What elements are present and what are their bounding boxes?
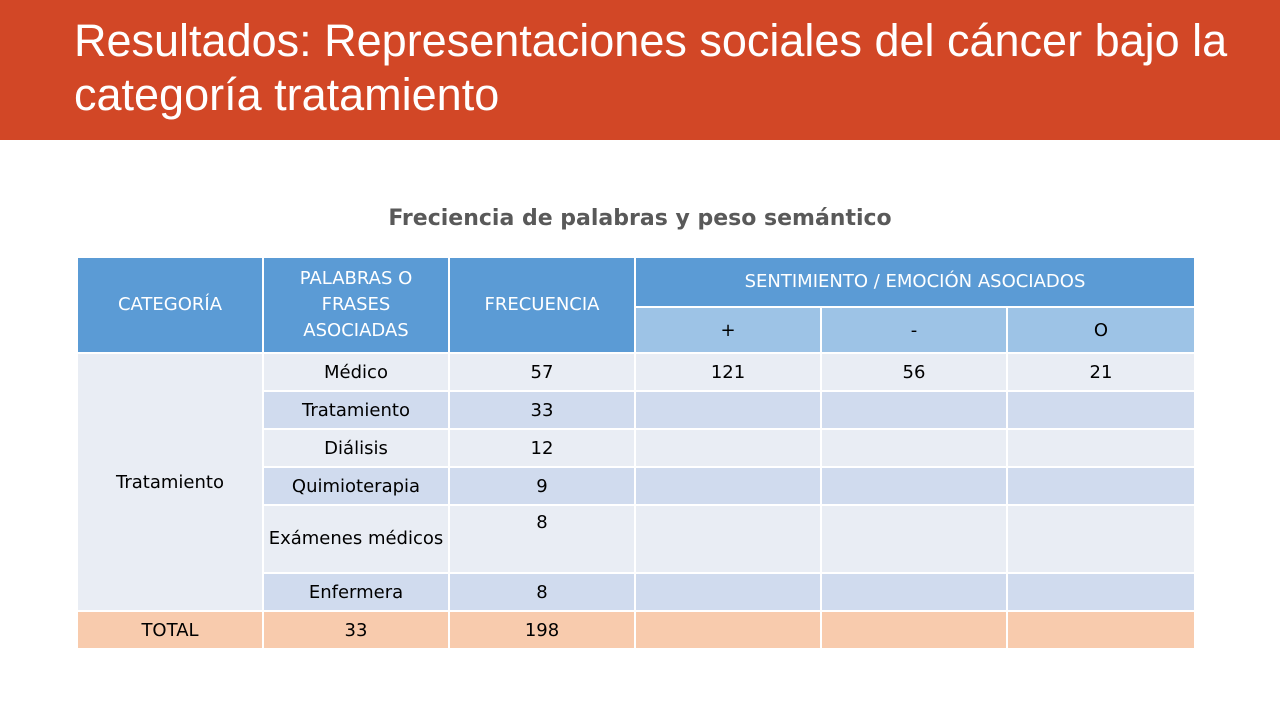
freq-cell: 12 [449, 429, 635, 467]
total-freq: 198 [449, 611, 635, 649]
freq-cell: 8 [449, 573, 635, 611]
title-bar [0, 0, 1280, 140]
freq-cell: 33 [449, 391, 635, 429]
freq-cell: 57 [449, 353, 635, 391]
freq-cell: 8 [449, 505, 635, 573]
positive-cell [635, 429, 821, 467]
negative-cell [821, 467, 1007, 505]
table-row [77, 353, 1195, 391]
neutral-cell: 21 [1007, 353, 1195, 391]
total-positive-cell [635, 611, 821, 649]
neutral-cell [1007, 505, 1195, 573]
header-palabras: PALABRAS O FRASES ASOCIADAS [263, 257, 449, 353]
word-cell: Diálisis [263, 429, 449, 467]
positive-cell: 121 [635, 353, 821, 391]
word-cell: Médico [263, 353, 449, 391]
neutral-cell [1007, 467, 1195, 505]
header-sentimiento: SENTIMIENTO / EMOCIÓN ASOCIADOS [635, 257, 1195, 307]
category-cell: Tratamiento [77, 353, 263, 611]
neutral-cell [1007, 573, 1195, 611]
header-frecuencia: FRECUENCIA [449, 257, 635, 353]
negative-cell [821, 391, 1007, 429]
negative-cell: 56 [821, 353, 1007, 391]
header-positive: + [635, 307, 821, 353]
header-categoria: CATEGORÍA [77, 257, 263, 353]
header-negative: - [821, 307, 1007, 353]
word-cell: Quimioterapia [263, 467, 449, 505]
total-row [77, 611, 1195, 649]
neutral-cell [1007, 391, 1195, 429]
total-words: 33 [263, 611, 449, 649]
positive-cell [635, 391, 821, 429]
total-label: TOTAL [77, 611, 263, 649]
positive-cell [635, 573, 821, 611]
negative-cell [821, 429, 1007, 467]
frequency-table [76, 256, 1196, 650]
positive-cell [635, 467, 821, 505]
freq-cell: 9 [449, 467, 635, 505]
word-cell: Enfermera [263, 573, 449, 611]
table-subtitle: Freciencia de palabras y peso semántico [388, 206, 892, 231]
negative-cell [821, 505, 1007, 573]
header-neutral: O [1007, 307, 1195, 353]
total-negative-cell [821, 611, 1007, 649]
slide-title: Resultados: Representaciones sociales del cáncer bajo la categoría tratamiento [74, 15, 1228, 120]
word-cell: Exámenes médicos [263, 505, 449, 573]
total-neutral-cell [1007, 611, 1195, 649]
negative-cell [821, 573, 1007, 611]
neutral-cell [1007, 429, 1195, 467]
word-cell: Tratamiento [263, 391, 449, 429]
positive-cell [635, 505, 821, 573]
